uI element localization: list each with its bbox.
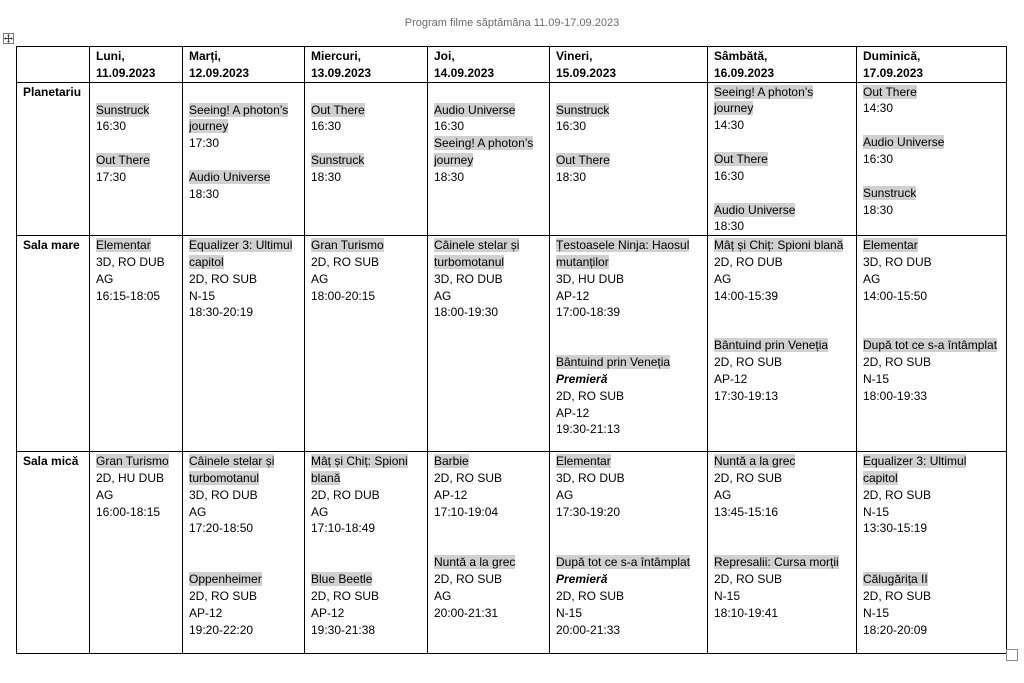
movie-title-line xyxy=(96,237,177,254)
movie-title: Elementar xyxy=(556,454,611,469)
movie-title-line xyxy=(863,571,1001,588)
schedule-cell xyxy=(857,236,1007,452)
age-rating: AG xyxy=(96,487,114,502)
screening xyxy=(311,571,422,638)
movie-title-line xyxy=(96,152,177,169)
screening xyxy=(189,102,299,152)
room-row xyxy=(17,82,1007,236)
showtime: 14:30 xyxy=(863,101,894,116)
screening xyxy=(96,237,177,304)
screening xyxy=(863,84,1001,118)
room-name: Planetariu xyxy=(17,82,90,236)
movie-title: Out There xyxy=(863,84,917,99)
screening xyxy=(714,554,851,621)
showtime: 17:20-18:50 xyxy=(189,521,254,536)
format-language: 2D, RO SUB xyxy=(556,588,625,603)
age-rating: AG xyxy=(189,504,207,519)
day-name: Marți, xyxy=(189,49,222,63)
movie-title: Sunstruck xyxy=(556,102,610,117)
screening xyxy=(434,102,544,136)
showtime: 17:30 xyxy=(96,169,127,184)
movie-title-line xyxy=(189,237,299,271)
movie-title-line xyxy=(714,202,851,219)
movie-title-line xyxy=(714,554,851,571)
movie-title: Mâț și Chiț: Spioni blană xyxy=(714,238,844,253)
day-header xyxy=(857,47,1007,83)
format-language: 2D, RO DUB xyxy=(311,487,380,502)
format-language: 3D, RO DUB xyxy=(434,271,503,286)
screening xyxy=(189,571,299,638)
movie-title: Equalizer 3: Ultimul capitol xyxy=(189,238,293,269)
movie-title-line xyxy=(189,453,299,487)
screening xyxy=(556,152,702,186)
format-language: 2D, RO SUB xyxy=(434,470,503,485)
movie-title: Gran Turismo xyxy=(96,454,169,469)
age-rating: AP-12 xyxy=(556,405,590,420)
movie-title: Sunstruck xyxy=(96,102,150,117)
screening xyxy=(714,453,851,520)
movie-title: Audio Universe xyxy=(863,135,945,150)
age-rating: AG xyxy=(434,288,452,303)
movie-title-line xyxy=(714,84,851,118)
header-row xyxy=(17,47,1007,83)
movie-title-line xyxy=(189,571,299,588)
schedule-cell xyxy=(305,82,428,236)
showtime: 13:45-15:16 xyxy=(714,504,779,519)
movie-title: Călugărița II xyxy=(863,572,928,587)
screening xyxy=(311,453,422,537)
showtime: 18:30 xyxy=(434,169,465,184)
showtime: 16:30 xyxy=(714,168,745,183)
schedule-cell xyxy=(183,452,305,654)
movie-title: Oppenheimer xyxy=(189,572,262,587)
showtime: 18:30 xyxy=(189,186,220,201)
showtime: 16:30 xyxy=(863,151,894,166)
format-language: 2D, RO SUB xyxy=(189,271,258,286)
screening xyxy=(189,237,299,321)
movie-title-line xyxy=(714,237,851,254)
movie-title-line xyxy=(863,185,1001,202)
movie-title-line xyxy=(556,354,702,371)
movie-title: Out There xyxy=(714,151,768,166)
showtime: 17:10-19:04 xyxy=(434,504,499,519)
schedule-cell xyxy=(550,82,708,236)
format-language: 2D, RO SUB xyxy=(863,355,932,370)
movie-title-line xyxy=(556,237,702,271)
movie-title: Seeing! A photon’s journey xyxy=(714,84,814,116)
format-language: 3D, RO DUB xyxy=(556,470,625,485)
showtime: 18:20-20:09 xyxy=(863,622,928,637)
movie-title: Seeing! A photon’s journey xyxy=(434,136,534,167)
showtime: 18:00-20:15 xyxy=(311,288,376,303)
screening xyxy=(556,102,702,136)
schedule-cell xyxy=(305,452,428,654)
screening xyxy=(556,453,702,520)
movie-title-line xyxy=(863,337,1001,354)
movie-title: Audio Universe xyxy=(189,169,271,184)
schedule-cell xyxy=(857,82,1007,236)
showtime: 16:15-18:05 xyxy=(96,288,161,303)
schedule-cell xyxy=(708,452,857,654)
screening xyxy=(863,134,1001,168)
age-rating: AG xyxy=(311,271,329,286)
age-rating: AP-12 xyxy=(434,487,468,502)
format-language: 2D, RO SUB xyxy=(714,572,783,587)
day-header xyxy=(708,47,857,83)
day-name: Joi, xyxy=(434,49,455,63)
showtime: 14:30 xyxy=(714,118,745,133)
movie-title-line xyxy=(863,84,1001,101)
schedule-cell xyxy=(305,236,428,452)
movie-title: Mâț și Chiț: Spioni blană xyxy=(311,454,408,485)
showtime: 18:00-19:30 xyxy=(434,305,499,320)
format-language: 3D, HU DUB xyxy=(556,271,625,286)
screening xyxy=(714,84,851,134)
age-rating: AG xyxy=(863,271,881,286)
movie-title: Nuntă a la grec xyxy=(434,555,516,570)
age-rating: N-15 xyxy=(556,605,583,620)
movie-title-line xyxy=(311,237,422,254)
showtime: 13:30-15:19 xyxy=(863,521,928,536)
movie-title: Represalii: Cursa morții xyxy=(714,555,839,570)
screening xyxy=(863,185,1001,219)
age-rating: AP-12 xyxy=(189,605,223,620)
movie-title-line xyxy=(311,453,422,487)
day-date: 12.09.2023 xyxy=(189,65,250,80)
age-rating: N-15 xyxy=(863,504,890,519)
showtime: 18:00-19:33 xyxy=(863,388,928,403)
day-date: 13.09.2023 xyxy=(311,65,372,80)
movie-title: Blue Beetle xyxy=(311,572,373,587)
movie-title: După tot ce s-a întâmplat xyxy=(556,555,691,570)
movie-title-line xyxy=(434,135,544,169)
day-header xyxy=(428,47,550,83)
screening xyxy=(556,237,702,321)
movie-title-line xyxy=(311,152,422,169)
movie-title: Audio Universe xyxy=(714,202,796,217)
day-header xyxy=(90,47,183,83)
screening xyxy=(311,102,422,136)
format-language: 2D, RO SUB xyxy=(311,254,380,269)
screening xyxy=(96,152,177,186)
movie-title: Barbie xyxy=(434,454,469,469)
age-rating: N-15 xyxy=(714,588,741,603)
movie-title-line xyxy=(863,237,1001,254)
movie-title-line xyxy=(556,152,702,169)
schedule-cell xyxy=(708,236,857,452)
room-name: Sala mică xyxy=(17,452,90,654)
age-rating: AG xyxy=(434,588,452,603)
movie-title: După tot ce s-a întâmplat xyxy=(863,338,998,353)
age-rating: N-15 xyxy=(863,605,890,620)
day-name: Sâmbătă, xyxy=(714,49,768,63)
screening xyxy=(863,237,1001,304)
premiere-label: Premieră xyxy=(556,572,608,587)
movie-title-line xyxy=(863,453,1001,487)
schedule-cell xyxy=(428,82,550,236)
format-language: 2D, RO DUB xyxy=(714,254,783,269)
age-rating: AG xyxy=(714,271,732,286)
movie-title-line xyxy=(311,102,422,119)
showtime: 18:30 xyxy=(311,169,342,184)
day-date: 14.09.2023 xyxy=(434,65,495,80)
schedule-cell xyxy=(183,82,305,236)
day-date: 15.09.2023 xyxy=(556,65,617,80)
age-rating: AP-12 xyxy=(556,288,590,303)
day-header xyxy=(183,47,305,83)
format-language: 3D, RO DUB xyxy=(189,487,258,502)
movie-title: Țestoasele Ninja: Haosul mutanților xyxy=(556,238,690,269)
table-move-handle-icon[interactable] xyxy=(3,33,14,44)
showtime: 19:30-21:13 xyxy=(556,422,621,437)
screening xyxy=(96,453,177,520)
format-language: 2D, RO SUB xyxy=(714,355,783,370)
screening xyxy=(863,337,1001,404)
day-name: Miercuri, xyxy=(311,49,362,63)
movie-title: Audio Universe xyxy=(434,102,516,117)
movie-title: Gran Turismo xyxy=(311,238,384,253)
schedule-cell xyxy=(550,452,708,654)
movie-title: Out There xyxy=(96,153,150,168)
showtime: 18:30 xyxy=(714,219,745,234)
movie-title: Elementar xyxy=(863,238,918,253)
screening xyxy=(714,151,851,185)
schedule-cell xyxy=(428,452,550,654)
movie-title: Nuntă a la grec xyxy=(714,454,796,469)
age-rating: AG xyxy=(714,487,732,502)
movie-title-line xyxy=(189,169,299,186)
movie-title: Câinele stelar și turbomotanul xyxy=(434,238,520,269)
schedule-table xyxy=(16,46,1007,654)
table-resize-handle[interactable] xyxy=(1006,649,1018,661)
movie-title-line xyxy=(714,151,851,168)
screening xyxy=(434,135,544,185)
movie-title: Câinele stelar și turbomotanul xyxy=(189,454,275,485)
movie-title: Equalizer 3: Ultimul capitol xyxy=(863,454,967,485)
day-name: Luni, xyxy=(96,49,125,63)
showtime: 17:00-18:39 xyxy=(556,305,621,320)
showtime: 16:30 xyxy=(556,119,587,134)
format-language: 2D, RO SUB xyxy=(714,470,783,485)
screening xyxy=(556,354,702,438)
screening xyxy=(189,169,299,203)
day-name: Duminică, xyxy=(863,49,921,63)
movie-title: Elementar xyxy=(96,238,151,253)
movie-title-line xyxy=(863,134,1001,151)
age-rating: AG xyxy=(96,271,114,286)
screening xyxy=(96,102,177,136)
movie-title-line xyxy=(714,337,851,354)
screening xyxy=(863,571,1001,638)
movie-title-line xyxy=(434,237,544,271)
day-header xyxy=(550,47,708,83)
screening xyxy=(189,453,299,537)
showtime: 14:00-15:50 xyxy=(863,288,928,303)
format-language: 2D, RO SUB xyxy=(189,588,258,603)
showtime: 16:30 xyxy=(434,119,465,134)
document-title: Program filme săptămâna 11.09-17.09.2023 xyxy=(404,17,620,29)
movie-title-line xyxy=(434,453,544,470)
movie-title-line xyxy=(96,102,177,119)
screening xyxy=(434,554,544,621)
showtime: 18:30 xyxy=(556,169,587,184)
day-date: 16.09.2023 xyxy=(714,65,775,80)
movie-title: Sunstruck xyxy=(863,185,917,200)
showtime: 18:30-20:19 xyxy=(189,305,254,320)
premiere-label: Premieră xyxy=(556,371,608,386)
showtime: 17:10-18:49 xyxy=(311,521,376,536)
showtime: 19:20-22:20 xyxy=(189,622,254,637)
movie-title-line xyxy=(311,571,422,588)
movie-title-line xyxy=(556,102,702,119)
movie-title-line xyxy=(714,453,851,470)
age-rating: AP-12 xyxy=(714,371,748,386)
format-language: 2D, RO SUB xyxy=(863,487,932,502)
format-language: 2D, HU DUB xyxy=(96,470,165,485)
format-language: 2D, RO SUB xyxy=(311,588,380,603)
showtime: 17:30-19:13 xyxy=(714,388,779,403)
age-rating: N-15 xyxy=(189,288,216,303)
schedule-cell xyxy=(90,452,183,654)
movie-title-line xyxy=(96,453,177,470)
showtime: 17:30 xyxy=(189,136,220,151)
schedule-cell xyxy=(428,236,550,452)
format-language: 3D, RO DUB xyxy=(863,254,932,269)
format-language: 2D, RO SUB xyxy=(556,388,625,403)
screening xyxy=(556,554,702,638)
schedule-cell xyxy=(708,82,857,236)
showtime: 19:30-21:38 xyxy=(311,622,376,637)
showtime: 17:30-19:20 xyxy=(556,504,621,519)
movie-title: Sunstruck xyxy=(311,153,365,168)
day-date: 17.09.2023 xyxy=(863,65,924,80)
schedule-cell xyxy=(550,236,708,452)
showtime: 18:10-19:41 xyxy=(714,605,779,620)
showtime: 20:00-21:33 xyxy=(556,622,621,637)
screening xyxy=(863,453,1001,537)
movie-title: Out There xyxy=(311,102,365,117)
movie-title: Bântuind prin Veneția xyxy=(556,355,671,370)
schedule-cell xyxy=(90,236,183,452)
day-date: 11.09.2023 xyxy=(96,65,156,80)
showtime: 20:00-21:31 xyxy=(434,605,499,620)
age-rating: AG xyxy=(311,504,329,519)
screening xyxy=(714,337,851,404)
format-language: 2D, RO SUB xyxy=(434,572,503,587)
age-rating: AP-12 xyxy=(311,605,345,620)
room-row xyxy=(17,236,1007,452)
showtime: 18:30 xyxy=(863,202,894,217)
screening xyxy=(434,237,544,321)
showtime: 14:00-15:39 xyxy=(714,288,779,303)
movie-title-line xyxy=(189,102,299,136)
screening xyxy=(714,202,851,236)
day-header xyxy=(305,47,428,83)
movie-title-line xyxy=(434,102,544,119)
movie-title-line xyxy=(556,453,702,470)
movie-title-line xyxy=(434,554,544,571)
day-name: Vineri, xyxy=(556,49,593,63)
screening xyxy=(311,237,422,304)
schedule-cell xyxy=(857,452,1007,654)
format-language: 2D, RO SUB xyxy=(863,588,932,603)
movie-title: Out There xyxy=(556,153,610,168)
screening xyxy=(434,453,544,520)
schedule-cell xyxy=(90,82,183,236)
showtime: 16:30 xyxy=(311,119,342,134)
movie-title-line xyxy=(556,554,702,571)
room-row xyxy=(17,452,1007,654)
movie-title: Seeing! A photon’s journey xyxy=(189,102,289,134)
movie-title: Bântuind prin Veneția xyxy=(714,338,829,353)
age-rating: AG xyxy=(556,487,574,502)
schedule-cell xyxy=(183,236,305,452)
screening xyxy=(714,237,851,304)
showtime: 16:30 xyxy=(96,119,127,134)
screening xyxy=(311,152,422,186)
format-language: 3D, RO DUB xyxy=(96,254,165,269)
room-name: Sala mare xyxy=(17,236,90,452)
corner-cell xyxy=(17,47,90,83)
age-rating: N-15 xyxy=(863,371,890,386)
showtime: 16:00-18:15 xyxy=(96,504,161,519)
